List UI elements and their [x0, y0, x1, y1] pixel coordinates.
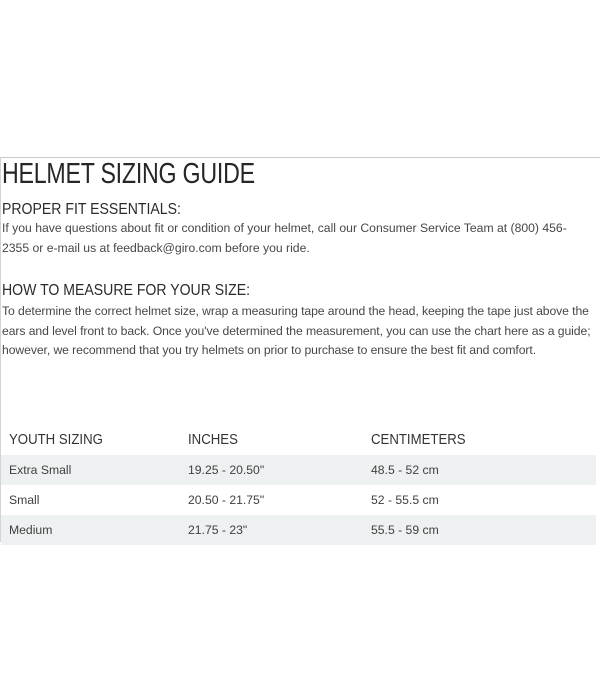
header-youth-sizing: YOUTH SIZING [9, 430, 103, 448]
table-row [1, 485, 596, 515]
size-name-cell: Extra Small [1, 455, 180, 485]
centimeters-cell: 55.5 - 59 cm [363, 515, 596, 545]
table-header-row [1, 423, 596, 455]
youth-sizing-table [1, 423, 596, 545]
size-name-cell: Small [1, 485, 180, 515]
header-inches: INCHES [188, 430, 238, 448]
header-centimeters: CENTIMETERS [371, 430, 466, 448]
centimeters-cell: 52 - 55.5 cm [363, 485, 596, 515]
table-row [1, 515, 596, 545]
proper-fit-text: If you have questions about fit or condition of your helmet, call our Consumer Service Team at (800) 456-2355 or e-mail us at feedback@giro.com before you ride. [2, 221, 567, 255]
sizing-guide-panel [0, 157, 600, 542]
size-name-cell: Medium [1, 515, 180, 545]
centimeters-cell: 48.5 - 52 cm [363, 455, 596, 485]
table-row [1, 455, 596, 485]
page-title: HELMET SIZING GUIDE [2, 158, 255, 190]
inches-cell: 20.50 - 21.75" [180, 485, 363, 515]
how-to-measure-heading: HOW TO MEASURE FOR YOUR SIZE: [2, 282, 250, 299]
inches-cell: 19.25 - 20.50" [180, 455, 363, 485]
how-to-measure-text: To determine the correct helmet size, wrap a measuring tape around the head, keeping the tape just above the ears and level front to back. Once you've determined the measurement, you can use the chart here as a guide; however, we recommend that you try helmets on prior to purchase to ensure the best fit and comfort. [2, 304, 591, 357]
proper-fit-heading: PROPER FIT ESSENTIALS: [2, 201, 181, 218]
inches-cell: 21.75 - 23" [180, 515, 363, 545]
